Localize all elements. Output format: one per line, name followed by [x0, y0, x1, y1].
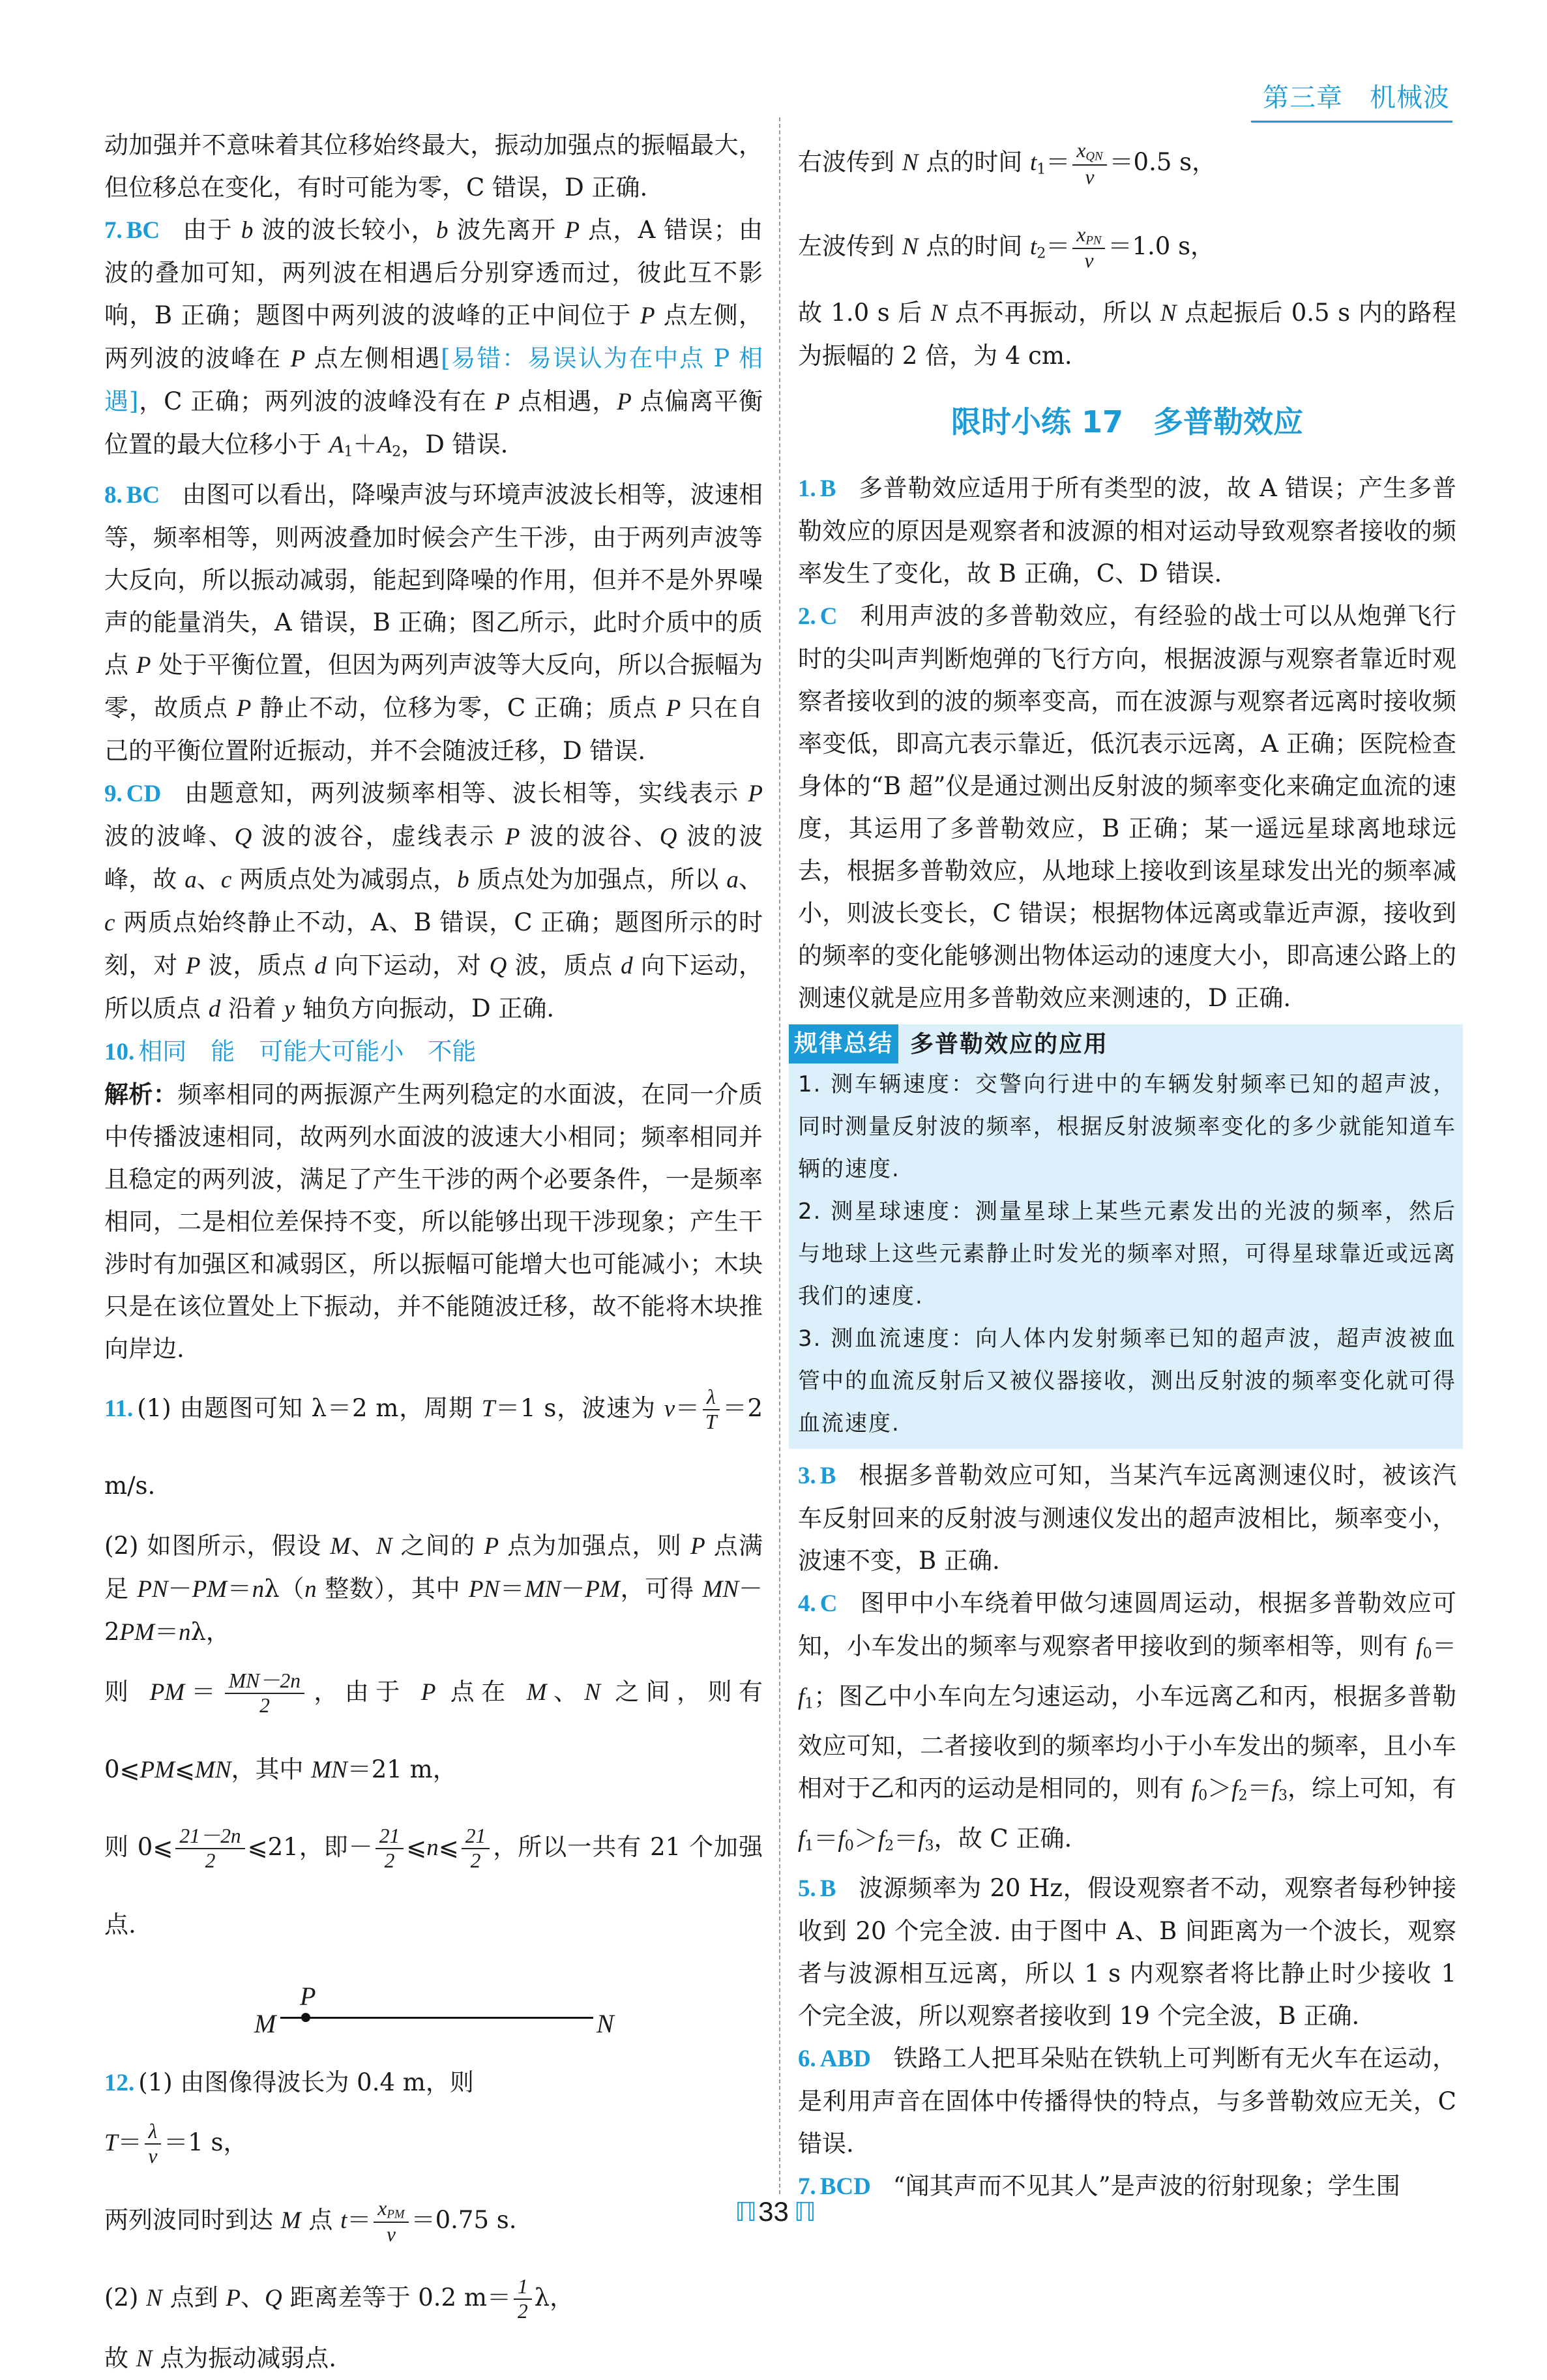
summary-item: 2. 测星球速度：测量星球上某些元素发出的光波的频率，然后与地球上这些元素静止时发光的频率对照，可得星球靠近或远离我们的速度.	[798, 1198, 1456, 1310]
math-variable: y	[284, 995, 295, 1022]
math-variable: P	[185, 952, 201, 979]
page-number: 33	[758, 2196, 789, 2227]
summary-box	[789, 1024, 1463, 1449]
answer-paragraph: 11. (1) 由题图可知 λ＝2 m，周期 T＝1 s，波速为 v＝ $\frac{\lambda}{T}$ ＝2 m/s.	[104, 1385, 763, 1500]
subscript: 2	[885, 1837, 894, 1854]
question-number: 3.	[798, 1463, 816, 1490]
fraction-numerator: 1	[514, 2275, 532, 2300]
label-p: P	[300, 1981, 316, 2011]
math-variable: PN	[137, 1575, 168, 1603]
answer-paragraph: 动加强并不意味着其位移始终最大，振动加强点的振幅最大，但位移总在变化，有时可能为零，C 错误，D 正确.	[104, 131, 763, 201]
answer-key: B	[819, 1875, 836, 1903]
summary-title: 多普勒效应的应用	[910, 1030, 1109, 1058]
math-variable: M	[526, 1678, 547, 1706]
math-variable: P	[640, 303, 655, 329]
subscript: 3	[1278, 1787, 1288, 1804]
math-variable: N	[902, 233, 919, 260]
answer-key: C	[819, 603, 838, 631]
fraction-denominator: 2	[384, 1849, 395, 1873]
chapter-header: 第三章 机械波	[1251, 77, 1452, 123]
highlight-text: 相同 能 可能大可能小 不能	[138, 1037, 477, 1065]
summary-item: 3. 测血流速度：向人体内发射频率已知的超声波，超声波被血管中的血流反射后又被仪器接收，测出反射波的频率变化就可得血流速度.	[798, 1326, 1456, 1437]
math-variable: PM	[192, 1575, 228, 1603]
math-variable: A	[329, 432, 344, 458]
answer-key: ABD	[819, 2045, 871, 2073]
question-number: 6.	[798, 2045, 816, 2073]
answer-paragraph: 6. ABD 铁路工人把耳朵贴在铁轨上可判断有无火车在运动，是利用声音在固体中传播得快的特点，与多普勒效应无关，C 错误.	[798, 2044, 1456, 2158]
math-variable: a	[726, 866, 739, 893]
answer-paragraph: 5. B 波源频率为 20 Hz，假设观察者不动，观察者每秒钟接收到 20 个完全波. 由于图中 A、B 间距离为一个波长，观察者与波源相互远离，所以 1 s 内观察者将比静止时少接收 1 个完全波，所以观察者接收到 19 个完全波，B 正确.	[798, 1874, 1456, 2030]
math-variable: P	[420, 1678, 436, 1706]
answer-paragraph: 3. B 根据多普勒效应可知，当某汽车远离测速仪时，被该汽车反射回来的反射波与测速仪发出的超声波相比，频率变小，波速不变，B 正确.	[798, 1461, 1456, 1575]
fraction-denominator: 2	[259, 1694, 270, 1718]
question-number: 5.	[798, 1875, 816, 1903]
subscript: 2	[392, 443, 402, 460]
math-variable: MN	[524, 1575, 561, 1603]
math-variable: N	[136, 2345, 153, 2372]
fraction-denominator: 2	[205, 1849, 216, 1873]
ornament-right-icon: ℿ	[793, 2198, 812, 2227]
fraction-numerator: 21－2n	[175, 1824, 244, 1849]
fraction	[225, 1669, 304, 1718]
math-variable: T	[104, 2129, 118, 2156]
math-variable: c	[220, 866, 232, 893]
answer-paragraph: 8. BC 由图可以看出，降噪声波与环境声波波长相等，波速相等，频率相等，则两波叠加时候会产生干涉，由于两列声波等大反向，所以振动减弱，能起到降噪的作用，但并不是外界噪声的能量消失，A 错误，B 正确；图乙所示，此时介质中的质点 P 处于平衡位置，但因为两列声波等大反向，所以合振幅为零，故质点 P 静止不动，位移为零，C 正确；质点 P 只在自己的平衡位置附近振动，并不会随波迁移，D 错误.	[104, 480, 763, 765]
question-number: 8.	[104, 481, 123, 509]
math-variable: b	[436, 217, 449, 244]
math-variable: P	[236, 694, 252, 722]
answer-paragraph: 12. (1) 由图像得波长为 0.4 m，则	[104, 2068, 474, 2096]
math-variable: N	[584, 1678, 601, 1706]
question-number: 12.	[104, 2069, 135, 2096]
fraction-numerator: $x_{PN}$	[1072, 223, 1105, 249]
math-variable: f	[1191, 1776, 1199, 1803]
answer-paragraph: 两列波同时到达 M 点 t＝ $\frac{x_{PM}}{v}$ ＝0.75 s.	[104, 2196, 517, 2246]
math-variable: t	[1029, 149, 1037, 176]
fraction	[145, 2120, 162, 2168]
math-variable: t	[340, 2207, 347, 2234]
answer-paragraph: 左波传到 N 点的时间 $t_2=$ $\frac{x_{PN}}{v}$ ＝1.0 s，	[798, 222, 1215, 273]
math-variable: P	[290, 346, 306, 372]
math-variable: f	[798, 1683, 805, 1710]
math-variable: n	[252, 1575, 265, 1603]
right-column	[794, 124, 1457, 2208]
math-variable: d	[208, 995, 221, 1022]
fraction-numerator: $x_{PM}$	[374, 2197, 408, 2223]
question-number: 7.	[798, 2173, 816, 2201]
math-variable: b	[241, 217, 254, 244]
answer-paragraph: 7. BCD “闻其声而不见其人”是声波的衍射现象；学生围	[798, 2172, 1400, 2201]
subscript: 1	[344, 443, 353, 460]
math-variable: P	[226, 2284, 241, 2312]
subscript: 0	[844, 1837, 854, 1854]
fraction-numerator: $x_{QN}$	[1072, 139, 1106, 165]
fraction-numerator: 21	[376, 1824, 404, 1849]
math-variable: N	[146, 2284, 162, 2312]
math-variable: f	[877, 1825, 885, 1852]
math-variable: MN	[311, 1756, 347, 1783]
math-variable: PM	[140, 1756, 175, 1783]
subscript: 0	[1198, 1787, 1208, 1804]
fraction	[514, 2275, 532, 2323]
subscript: 1	[1037, 160, 1046, 178]
math-variable: MN	[702, 1575, 739, 1603]
math-variable: P	[617, 389, 632, 415]
answer-paragraph: 解析：频率相同的两振源产生两列稳定的水面波，在同一介质中传播波速相同，故两列水面波的波速大小相同；频率相同并且稳定的两列波，满足了产生干涉的两个必要条件，一是频率相同，二是相位差保持不变，所以能够出现干涉现象；产生干涉时有加强区和减弱区，所以振幅可能增大也可能减小；木块只是在该位置处上下振动，并不能随波迁移，故不能将木块推向岸边.	[104, 1079, 763, 1363]
math-variable: M	[280, 2207, 301, 2234]
math-variable: P	[505, 823, 520, 850]
question-number: 11.	[104, 1395, 134, 1422]
fraction-denominator: v	[387, 2223, 396, 2246]
fraction	[175, 1824, 244, 1873]
answer-paragraph: T＝ $\frac{\lambda}{v}$ ＝1 s，	[104, 2119, 248, 2168]
fraction-numerator: λ	[703, 1386, 720, 1410]
subscript: 2	[1037, 245, 1046, 262]
fraction-denominator: T	[705, 1410, 717, 1434]
fraction	[1072, 139, 1106, 189]
math-variable: f	[1416, 1633, 1423, 1661]
fraction-numerator: λ	[145, 2120, 162, 2145]
math-variable: T	[481, 1395, 495, 1422]
answer-paragraph: 则 PM＝ $\frac{MN-2n}{2}$ ，由于 P 点在 M、N 之间，则有 0⩽PM⩽MN，其中 MN＝21 m，	[104, 1669, 763, 1783]
section-heading: 限时小练 17 多普勒效应	[950, 404, 1304, 440]
math-variable: v	[664, 1395, 675, 1422]
answer-key: BCD	[819, 2173, 871, 2201]
fraction-denominator: v	[148, 2145, 158, 2168]
math-variable: M	[330, 1532, 351, 1560]
fraction-numerator: MN－2n	[225, 1669, 304, 1694]
math-variable: n	[426, 1834, 439, 1861]
math-variable: PM	[585, 1575, 620, 1603]
answer-paragraph	[104, 1030, 763, 1073]
math-variable: N	[902, 149, 919, 176]
subscript: 2	[1238, 1787, 1248, 1804]
fraction	[376, 1824, 404, 1873]
label-m: M	[254, 2008, 276, 2038]
math-variable: Q	[659, 823, 677, 850]
segment-line	[280, 2017, 593, 2019]
answer-paragraph: (2) N 点到 P、Q 距离差等于 0.2 m＝ $\frac{1}{2}$ λ，	[104, 2274, 574, 2323]
column-divider	[779, 117, 780, 2194]
math-variable: d	[314, 952, 327, 979]
highlight-text: [易错：易误认为在中点 P 相遇]	[104, 344, 763, 415]
label-n: N	[597, 2008, 614, 2038]
math-variable: MN	[195, 1756, 231, 1783]
math-variable: P	[748, 780, 763, 807]
answer-paragraph: 1. B 多普勒效应适用于所有类型的波，故 A 错误；产生多普勒效应的原因是观察者和波源的相对运动导致观察者接收的频率发生了变化，故 B 正确，C、D 错误.	[798, 474, 1456, 588]
mpn-line-diagram	[104, 1963, 763, 2061]
math-variable: P	[666, 694, 681, 722]
math-variable: P	[484, 1532, 499, 1560]
math-variable: Q	[265, 2284, 282, 2312]
page-footer	[0, 2196, 1547, 2227]
fraction-numerator: 21	[462, 1824, 490, 1849]
fraction-denominator: 2	[470, 1849, 481, 1873]
summary-box-header	[789, 1024, 1456, 1064]
math-variable: A	[377, 432, 392, 458]
answer-paragraph: 7. BC 由于 b 波的波长较小，b 波先离开 P 点，A 错误；由波的叠加可知，两列波在相遇后分别穿透而过，彼此互不影响，B 正确；题图中两列波的波峰的正中间位于 P 点左侧，两列波的波峰在 P 点左侧相遇[易错：易误认为在中点 P 相遇]，C 正确；两列波的波峰没有在 P 点相遇，P 点偏离平衡位置的最大位移小于 $A_1+A_2$，D 错误.	[104, 216, 763, 460]
math-variable: PM	[149, 1678, 185, 1706]
math-variable: c	[104, 909, 115, 936]
math-variable: f	[838, 1825, 845, 1852]
answer-paragraph: 则 0⩽ $\frac{21-2n}{2}$ ⩽21，即－ $\frac{21}{2}$ ⩽n⩽ $\frac{21}{2}$ ，所以一共有 21 个加强点.	[104, 1824, 763, 1939]
math-variable: t	[1029, 233, 1037, 260]
answer-paragraph: 9. CD 由题意知，两列波频率相等、波长相等，实线表示 P 波的波峰、Q 波的波谷，虚线表示 P 波的波谷、Q 波的波峰，故 a、c 两质点处为减弱点，b 质点处为加强点，所以 a、c 两质点始终静止不动，A、B 错误，C 正确；题图所示的时刻，对 P 波，质点 d 向下运动，对 Q 波，质点 d 向下运动，所以质点 d 沿着 y 轴负方向振动，D 正确.	[104, 779, 763, 1022]
answer-key: BC	[126, 481, 160, 509]
math-variable: PM	[119, 1618, 155, 1646]
ornament-left-icon: ℿ	[735, 2198, 754, 2227]
subscript: PM	[387, 2207, 405, 2222]
subscript: 3	[924, 1837, 934, 1854]
math-variable: N	[376, 1532, 392, 1560]
fraction-denominator: 2	[517, 2300, 528, 2323]
math-variable: a	[184, 866, 197, 893]
math-variable: Q	[489, 952, 507, 979]
left-column	[104, 124, 763, 2380]
question-number: 7.	[104, 217, 123, 244]
question-number: 10.	[104, 1038, 135, 1065]
answer-key: B	[819, 475, 836, 503]
math-variable: N	[930, 300, 947, 327]
math-variable: f	[918, 1825, 925, 1852]
math-variable: f	[1271, 1776, 1278, 1803]
math-variable: f	[798, 1825, 805, 1852]
answer-paragraph: 故 1.0 s 后 N 点不再振动，所以 N 点起振后 0.5 s 内的路程为振幅的 2 倍，为 4 cm.	[798, 299, 1457, 370]
answer-paragraph: 右波传到 N 点的时间 $t_1=$ $\frac{x_{QN}}{v}$ ＝0.5 s，	[798, 139, 1216, 188]
math-variable: P	[495, 389, 510, 415]
fraction-denominator: v	[1084, 249, 1094, 273]
fraction	[1072, 223, 1105, 273]
math-variable: n	[178, 1618, 191, 1646]
math-variable: N	[1160, 300, 1177, 327]
analysis-label: 解析：	[104, 1079, 178, 1108]
question-number: 4.	[798, 1590, 816, 1618]
summary-tag: 规律总结	[789, 1024, 898, 1064]
answer-key: C	[819, 1590, 838, 1618]
answer-paragraph: 故 N 点为振动减弱点.	[104, 2343, 336, 2372]
math-variable: Q	[234, 823, 252, 850]
subscript: 1	[804, 1837, 814, 1854]
math-variable: f	[1231, 1776, 1239, 1803]
math-variable: P	[690, 1532, 705, 1560]
answer-paragraph: 2. C 利用声波的多普勒效应，有经验的战士可以从炮弹飞行时的尖叫声判断炮弹的飞行方向，根据波源与观察者靠近时观察者接收到的波的频率变高，而在波源与观察者远离时接收频率变低，即高亢表示靠近，低沉表示远离，A 正确；医院检查身体的“B 超”仪是通过测出反射波的频率变化来确定血流的速度，其运用了多普勒效应，B 正确；某一遥远星球离地球远去，根据多普勒效应，从地球上接收到该星球发出光的频率减小，则波长变长，C 错误；根据物体远离或靠近声源，接收到的频率的变化能够测出物体运动的速度大小，即高速公路上的测速仪就是应用多普勒效应来测速的，D 正确.	[798, 602, 1456, 1013]
question-number: 1.	[798, 475, 816, 503]
subscript: 1	[804, 1695, 814, 1712]
question-number: 2.	[798, 603, 816, 631]
question-number: 9.	[104, 780, 123, 807]
math-variable: P	[565, 217, 580, 244]
summary-item: 1. 测车辆速度：交警向行进中的车辆发射频率已知的超声波，同时测量反射波的频率，根据反射波频率变化的多少就能知道车辆的速度.	[798, 1071, 1456, 1183]
answer-paragraph: (2) 如图所示，假设 M、N 之间的 P 点为加强点，则 P 点满足 PN－PM＝nλ（n 整数），其中 PN＝MN－PM，可得 MN－2PM＝nλ，	[104, 1531, 763, 1646]
subscript: PN	[1085, 233, 1102, 248]
math-variable: d	[621, 952, 633, 979]
math-variable: P	[136, 651, 151, 679]
answer-key: BC	[126, 217, 160, 244]
answer-key: CD	[126, 780, 162, 807]
math-variable: n	[304, 1575, 317, 1603]
subscript: 0	[1422, 1644, 1432, 1662]
math-variable: PN	[469, 1575, 500, 1603]
fraction	[462, 1824, 490, 1873]
answer-key: B	[819, 1463, 836, 1490]
math-variable: b	[457, 866, 469, 893]
fraction	[703, 1386, 720, 1434]
subscript: QN	[1085, 149, 1103, 164]
answer-paragraph: 4. C 图甲中小车绕着甲做匀速圆周运动，根据多普勒效应可知，小车发出的频率与观察者甲接收到的频率相等，则有 $f_0=f_1$；图乙中小车向左匀速运动，小车远离乙和丙，根据多普勒效应可知，二者接收到的频率均小于小车发出的频率，且小车相对于乙和丙的运动是相同的，则有 $f_0>f_2=f_3$，综上可知，有 $f_1=f_0>f_2=f_3$，故 C 正确.	[798, 1589, 1457, 1854]
fraction-denominator: v	[1085, 165, 1095, 188]
